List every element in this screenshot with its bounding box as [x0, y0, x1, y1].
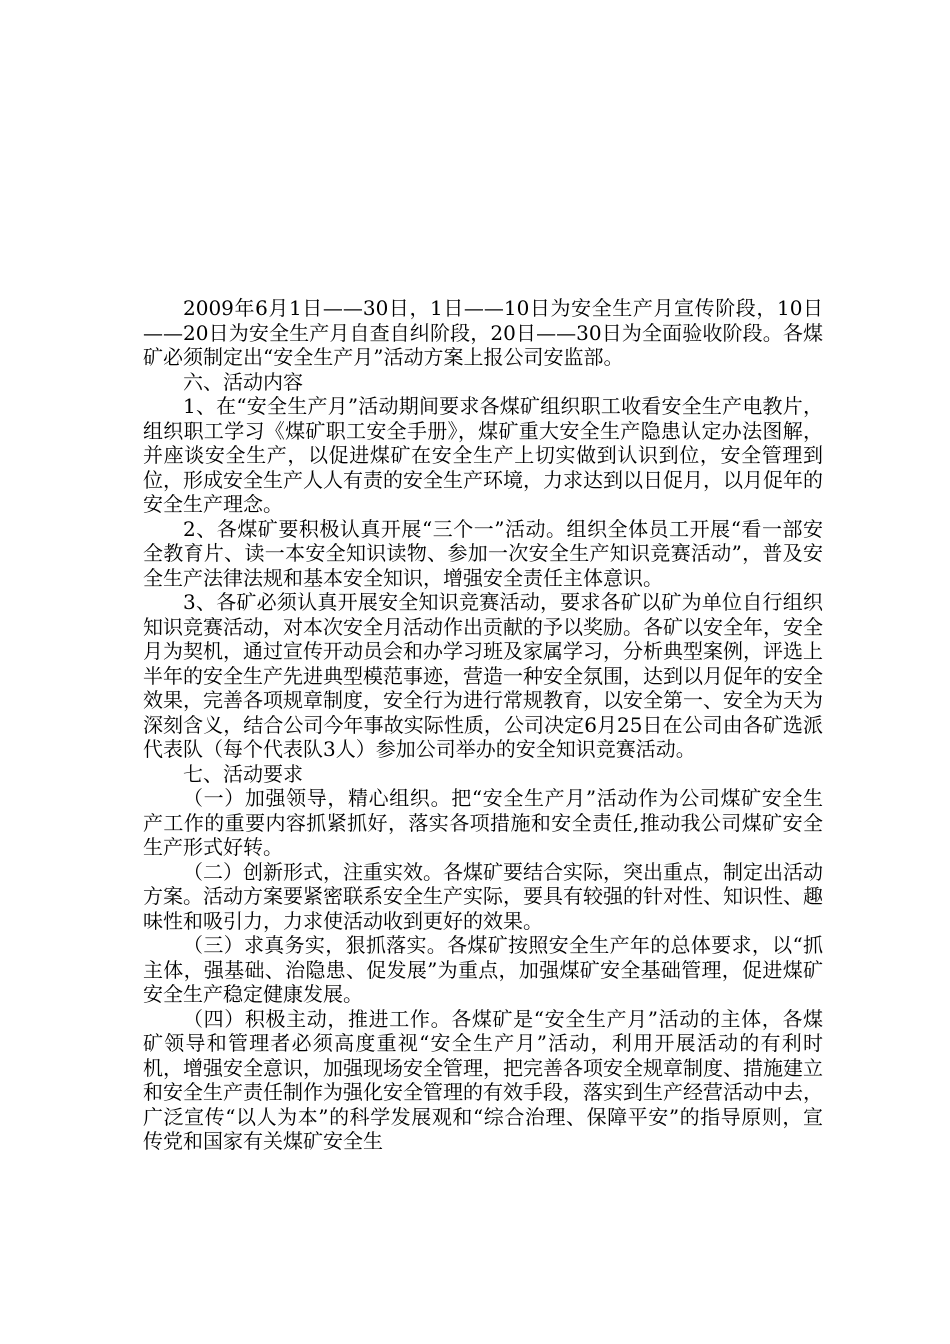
paragraph-schedule: 2009年6月1日——30日，1日——10日为安全生产月宣传阶段，10日——20日为安全生产月自查自纠阶段，20日——30日为全面验收阶段。各煤矿必须制定出“安全生产月”活动方案上报公司安监部。 — [143, 296, 823, 369]
paragraph-requirement-3: （三）求真务实，狠抓落实。各煤矿按照安全生产年的总体要求，以“抓主体，强基础、治隐患、促发展”为重点，加强煤矿安全基础管理，促进煤矿安全生产稳定健康发展。 — [143, 933, 823, 1006]
paragraph-requirement-2: （二）创新形式，注重实效。各煤矿要结合实际，突出重点，制定出活动方案。活动方案要紧密联系安全生产实际，要具有较强的针对性、知识性、趣味性和吸引力，力求使活动收到更好的效果。 — [143, 859, 823, 933]
paragraph-requirement-4: （四）积极主动，推进工作。各煤矿是“安全生产月”活动的主体，各煤矿领导和管理者必须高度重视“安全生产月”活动，利用开展活动的有利时机，增强安全意识，加强现场安全管理，把完善各项安全规章制度、措施建立和安全生产责任制作为强化安全管理的有效手段，落实到生产经营活动中去，广泛宣传“以人为本”的科学发展观和“综合治理、保障平安”的指导原则，宣传党和国家有关煤矿安全生 — [143, 1006, 823, 1153]
paragraph-item-3: 3、各矿必须认真开展安全知识竞赛活动，要求各矿以矿为单位自行组织知识竞赛活动，对本次安全月活动作出贡献的予以奖励。各矿以安全年，安全月为契机，通过宣传开动员会和办学习班及家属学习，分析典型案例，评选上半年的安全生产先进典型模范事迹，营造一种安全氛围，达到以月促年的安全效果，完善各项规章制度，安全行为进行常规教育，以安全第一、安全为天为深刻含义，结合公司今年事故实际性质，公司决定6月25日在公司由各矿选派代表队（每个代表队3人）参加公司举办的安全知识竞赛活动。 — [143, 590, 823, 761]
paragraph-item-2: 2、各煤矿要积极认真开展“三个一”活动。组织全体员工开展“看一部安全教育片、读一本安全知识读物、参加一次安全生产知识竞赛活动”，普及安全生产法律法规和基本安全知识，增强安全责任主体意识。 — [143, 516, 823, 590]
document-body — [143, 296, 823, 1154]
paragraph-requirement-1: （一）加强领导，精心组织。把“安全生产月”活动作为公司煤矿安全生产工作的重要内容抓紧抓好，落实各项措施和安全责任,推动我公司煤矿安全生产形式好转。 — [143, 786, 823, 859]
section-heading-activity-content: 六、活动内容 — [183, 369, 303, 394]
section-heading-activity-requirements: 七、活动要求 — [183, 761, 303, 786]
paragraph-item-1: 1、在“安全生产月”活动期间要求各煤矿组织职工收看安全生产电教片，组织职工学习《煤矿职工安全手册》，煤矿重大安全生产隐患认定办法图解，并座谈安全生产，以促进煤矿在安全生产上切实做到认识到位，安全管理到位，形成安全生产人人有责的安全生产环境，力求达到以日促月，以月促年的安全生产理念。 — [143, 394, 823, 516]
